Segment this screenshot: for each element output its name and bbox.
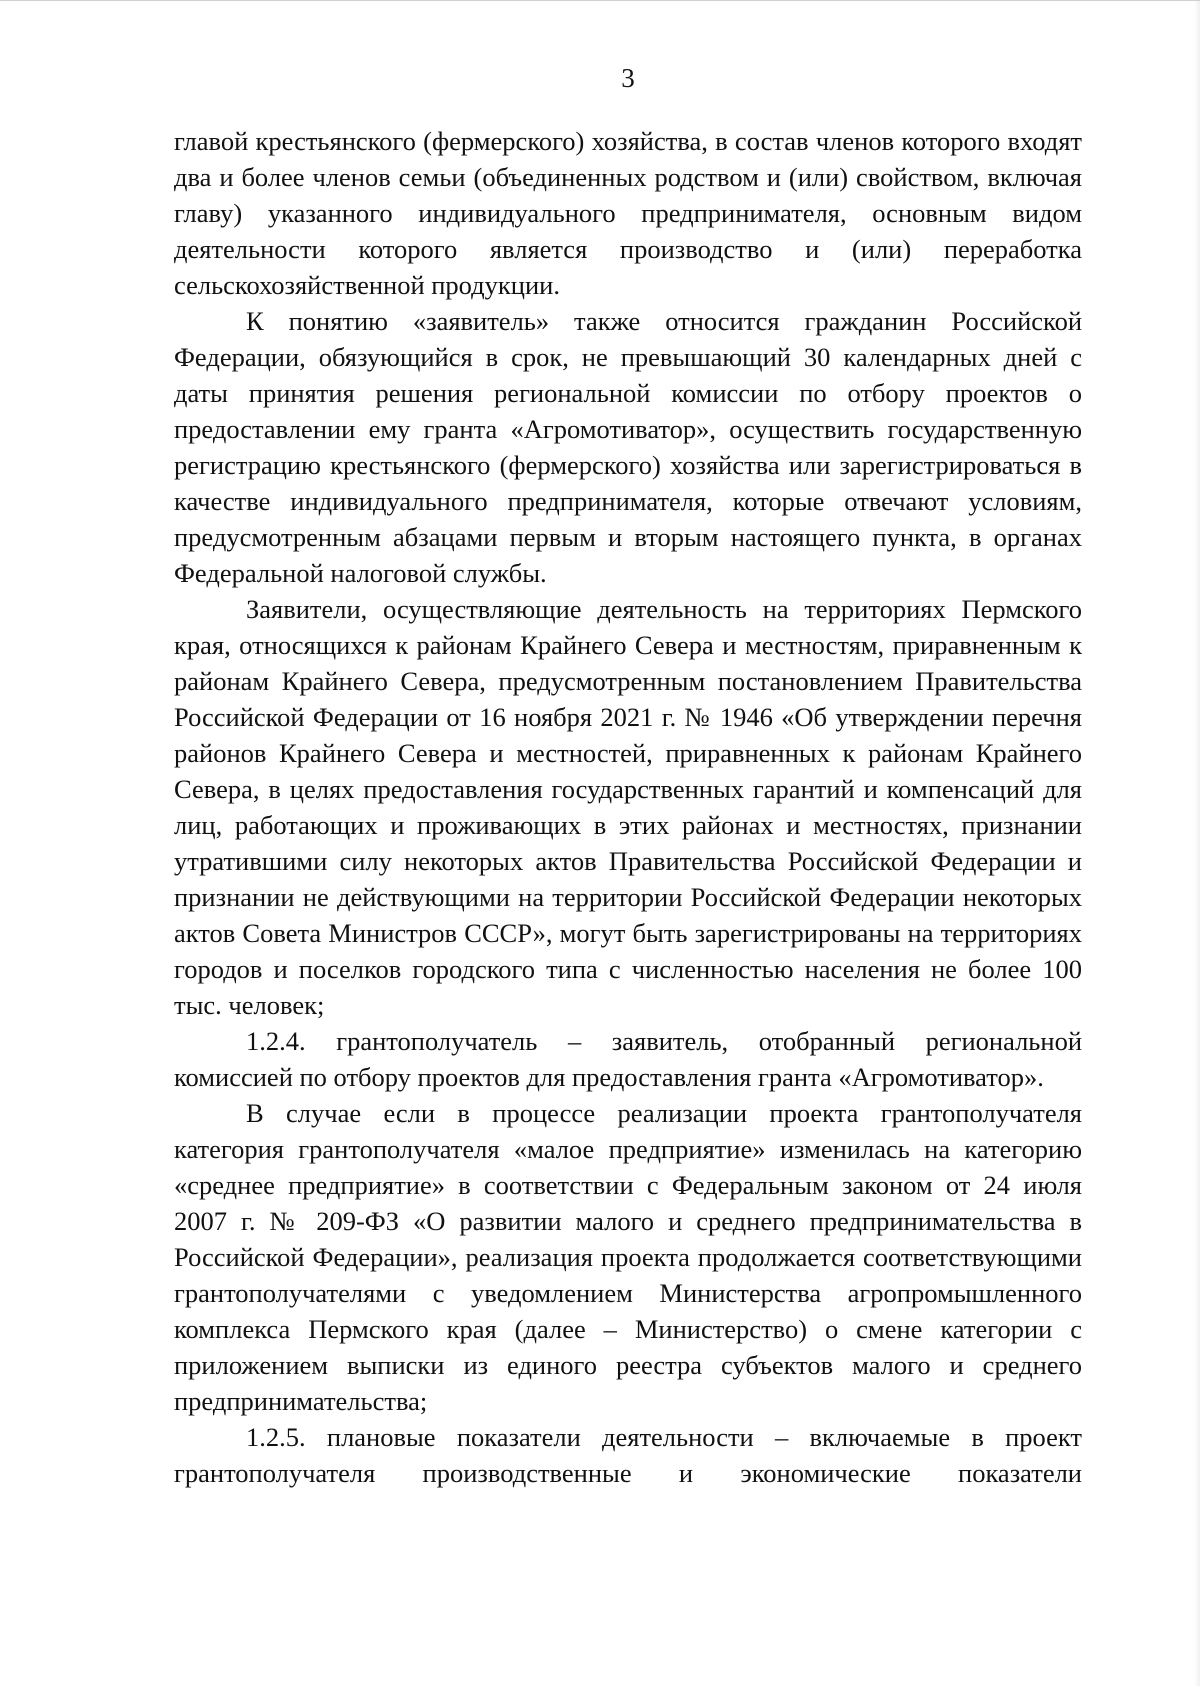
paragraph-3: Заявители, осуществляющие деятельность на территориях Пермского края, относящихся к районам Крайнего Севера и местностям, приравненным к районам Крайнего Севера, предусмотренным постановлением Правительства Российской Федерации от 16 ноября 2021 г. № 1946 «Об утверждении перечня районов Крайнего Севера и местностей, приравненных к районам Крайнего Севера, в целях предоставления государственных гарантий и компенсаций для лиц, работающих и проживающих в этих районах и местностях, признании утратившими силу некоторых актов Правительства Российской Федерации и признании не действующими на территории Российской Федерации некоторых актов Совета Министров СССР», могут быть зарегистрированы на территориях городов и поселков городского типа с численностью населения не более 100 тыс. человек; xyxy=(174,594,1082,1020)
document-body xyxy=(174,123,1082,1491)
page-number: 3 xyxy=(621,63,635,93)
scan-edge-shadow xyxy=(1194,1,1200,1686)
paragraph-6: 1.2.5. плановые показатели деятельности – включаемые в проект грантополучателя производственные и экономические показатели xyxy=(174,1422,1082,1488)
paragraph-1: главой крестьянского (фермерского) хозяйства, в состав членов которого входят два и более членов семьи (объединенных родством и (или) свойством, включая главу) указанного индивидуального предпринимателя, основным видом деятельности которого является производство и (или) переработка сельскохозяйственной продукции. xyxy=(174,126,1082,300)
paragraph-2: К понятию «заявитель» также относится гражданин Российской Федерации, обязующийся в срок, не превышающий 30 календарных дней с даты принятия решения региональной комиссии по отбору проектов о предоставлении ему гранта «Агромотиватор», осуществить государственную регистрацию крестьянского (фермерского) хозяйства или зарегистрироваться в качестве индивидуального предпринимателя, которые отвечают условиям, предусмотренным абзацами первым и вторым настоящего пункта, в органах Федеральной налоговой службы. xyxy=(174,306,1082,588)
paragraph-5: В случае если в процессе реализации проекта грантополучателя категория грантополучателя «малое предприятие» изменилась на категорию «среднее предприятие» в соответствии с Федеральным законом от 24 июля 2007 г. № 209-ФЗ «О развитии малого и среднего предпринимательства в Российской Федерации», реализация проекта продолжается соответствующими грантополучателями с уведомлением Министерства агропромышленного комплекса Пермского края (далее – Министерство) о смене категории с приложением выписки из единого реестра субъектов малого и среднего предпринимательства; xyxy=(174,1098,1082,1416)
paragraph-4: 1.2.4. грантополучатель – заявитель, отобранный региональной комиссией по отбору проектов для предоставления гранта «Агромотиватор». xyxy=(174,1026,1082,1092)
